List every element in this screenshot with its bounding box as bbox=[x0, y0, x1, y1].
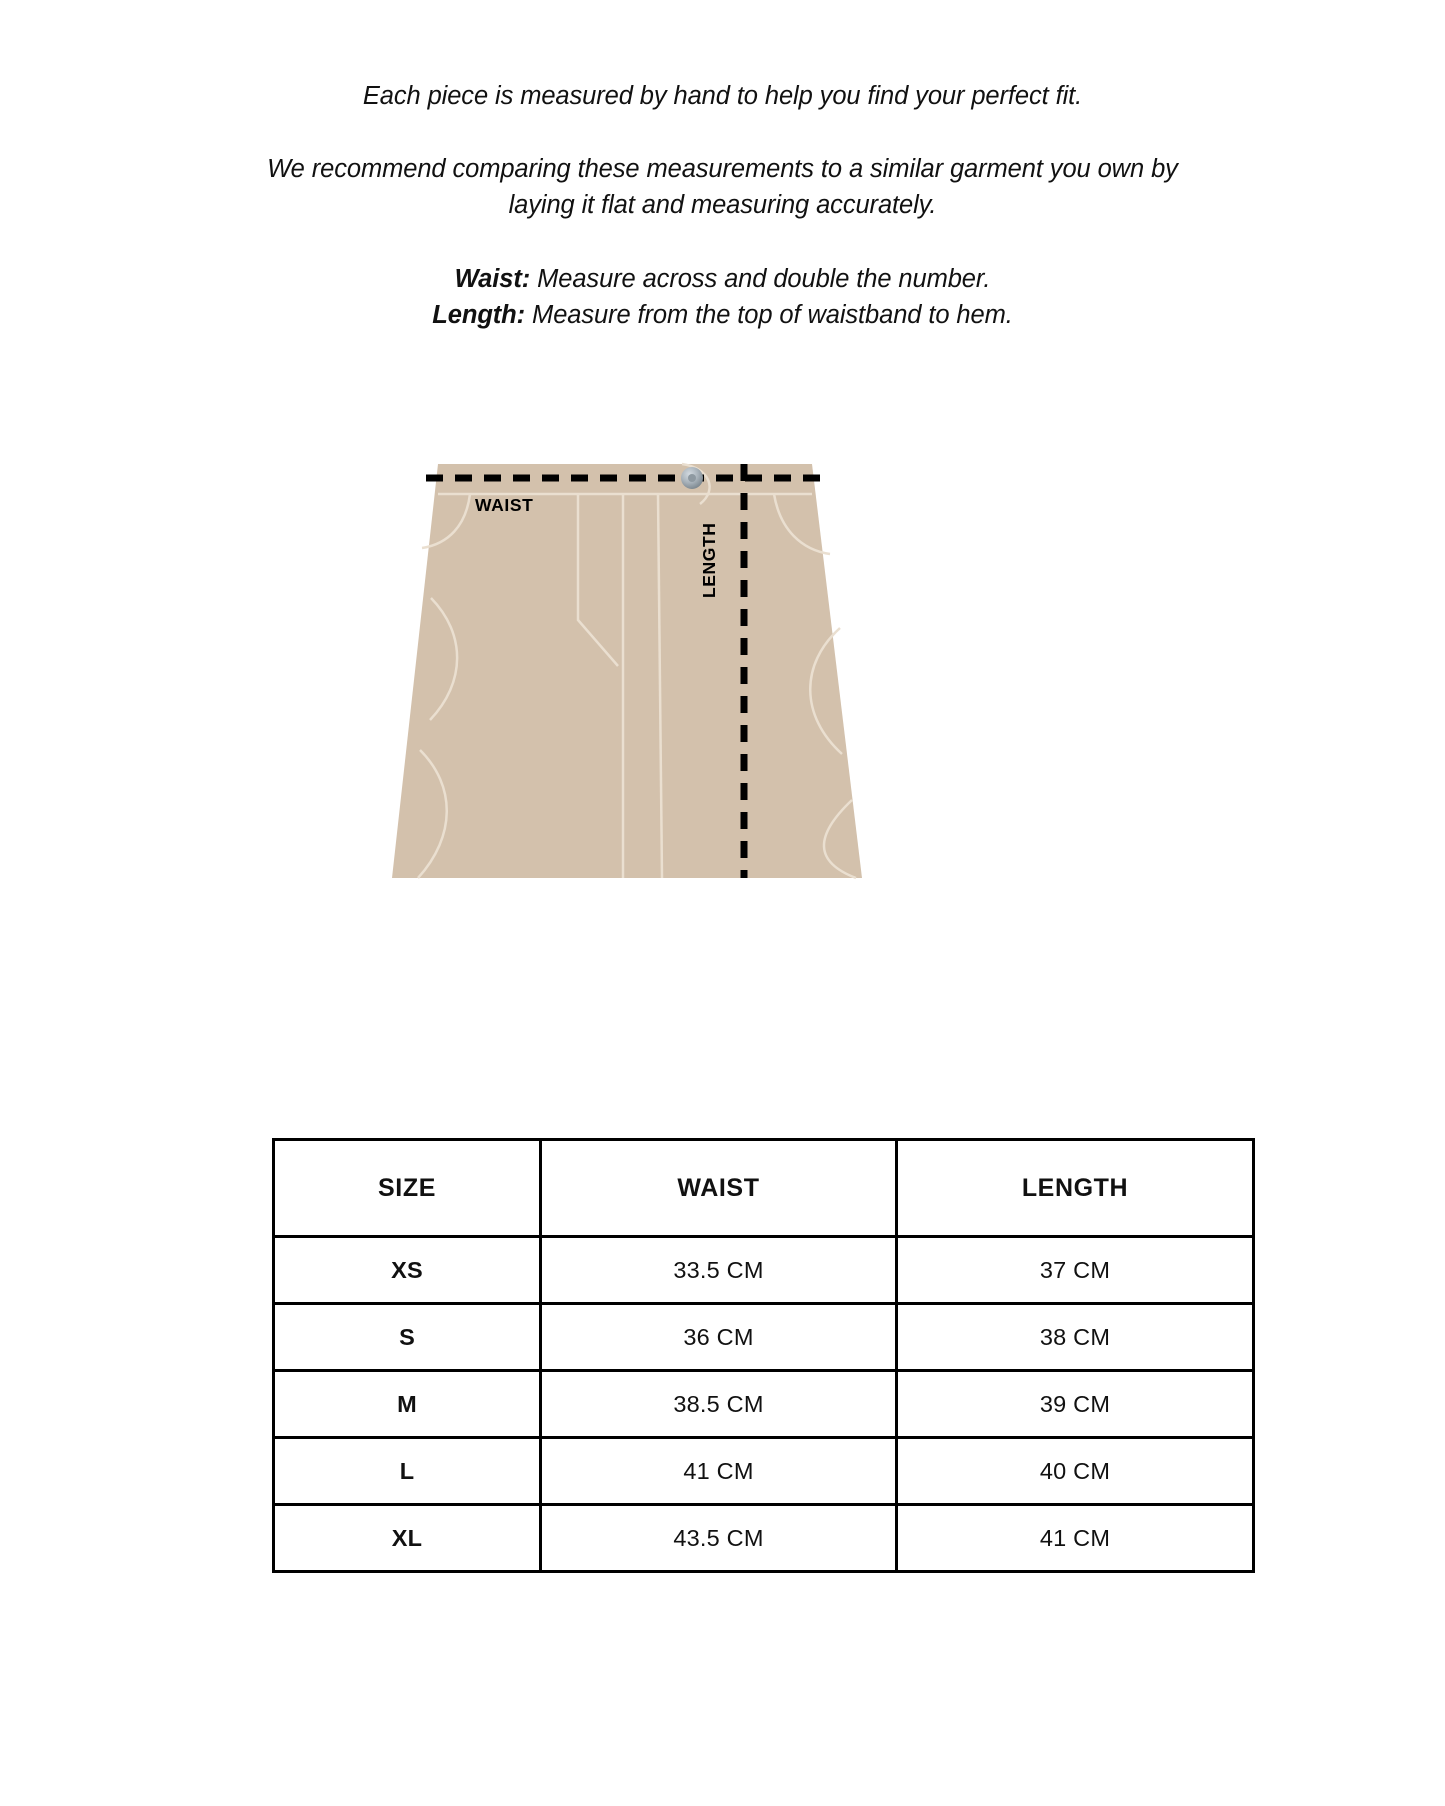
cell-waist: 36 CM bbox=[541, 1304, 897, 1371]
cell-length: 41 CM bbox=[897, 1505, 1254, 1572]
cell-waist: 43.5 CM bbox=[541, 1505, 897, 1572]
cell-waist: 38.5 CM bbox=[541, 1371, 897, 1438]
table-row bbox=[274, 1505, 1254, 1572]
table-row bbox=[274, 1438, 1254, 1505]
table-row bbox=[274, 1304, 1254, 1371]
skirt-body bbox=[392, 464, 862, 878]
size-chart-head bbox=[274, 1140, 1254, 1237]
skirt-diagram-svg bbox=[370, 438, 890, 908]
cell-length: 37 CM bbox=[897, 1237, 1254, 1304]
column-header-length: LENGTH bbox=[897, 1140, 1254, 1237]
table-row bbox=[274, 1371, 1254, 1438]
measurement-instructions bbox=[0, 78, 1445, 333]
waist-instruction-text: Measure across and double the number. bbox=[530, 265, 991, 293]
column-header-waist: WAIST bbox=[541, 1140, 897, 1237]
cell-length: 38 CM bbox=[897, 1304, 1254, 1371]
length-dimension-label: LENGTH bbox=[699, 522, 719, 598]
skirt-button bbox=[681, 467, 703, 489]
column-header-size: SIZE bbox=[274, 1140, 541, 1237]
cell-waist: 41 CM bbox=[541, 1438, 897, 1505]
cell-size: XL bbox=[274, 1505, 541, 1572]
table-header-row bbox=[274, 1140, 1254, 1237]
waist-dimension-label: WAIST bbox=[475, 495, 534, 515]
intro-line-2: We recommend comparing these measurements to a similar garment you own by laying it flat and measuring accurately. bbox=[267, 155, 1178, 219]
skirt-fabric-shape bbox=[392, 464, 862, 878]
intro-spacer-1 bbox=[0, 114, 1445, 151]
waist-instruction bbox=[0, 261, 1445, 297]
cell-size: L bbox=[274, 1438, 541, 1505]
length-instruction-label: Length: bbox=[432, 301, 526, 329]
skirt-diagram bbox=[370, 438, 890, 908]
length-instruction-text: Measure from the top of waistband to hem. bbox=[525, 301, 1013, 329]
cell-size: S bbox=[274, 1304, 541, 1371]
button-center bbox=[688, 474, 696, 482]
length-instruction bbox=[0, 297, 1445, 333]
cell-length: 40 CM bbox=[897, 1438, 1254, 1505]
size-chart-table bbox=[272, 1138, 1255, 1573]
cell-size: XS bbox=[274, 1237, 541, 1304]
intro-line-1: Each piece is measured by hand to help you find your perfect fit. bbox=[362, 82, 1083, 110]
size-chart-body bbox=[274, 1237, 1254, 1572]
table-row bbox=[274, 1237, 1254, 1304]
intro-spacer-2 bbox=[0, 223, 1445, 261]
waist-instruction-label: Waist: bbox=[454, 265, 531, 293]
size-chart bbox=[272, 1138, 1252, 1573]
cell-waist: 33.5 CM bbox=[541, 1237, 897, 1304]
cell-length: 39 CM bbox=[897, 1371, 1254, 1438]
cell-size: M bbox=[274, 1371, 541, 1438]
